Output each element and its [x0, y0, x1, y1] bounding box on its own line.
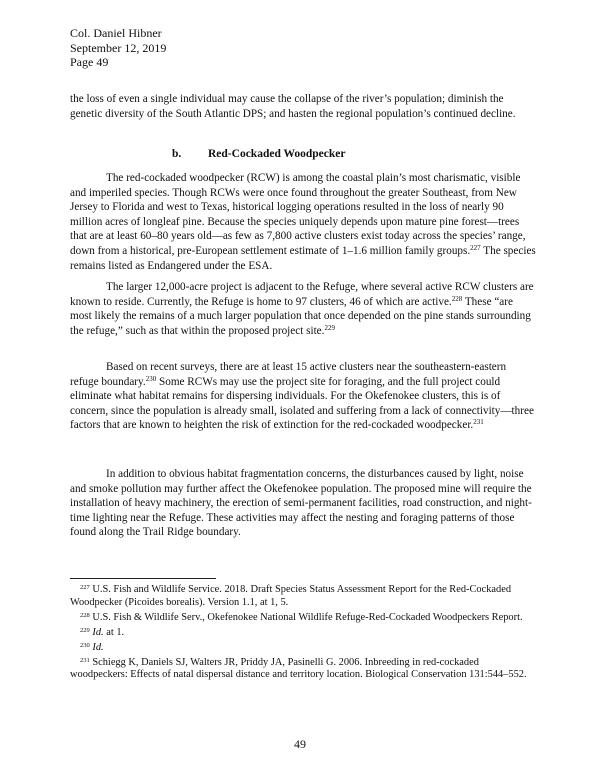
paragraph-text: The species remains listed as Endangered under the ESA. — [70, 244, 536, 272]
header-recipient: Col. Daniel Hibner — [70, 26, 162, 40]
header-page: Page 49 — [70, 55, 109, 69]
section-heading — [172, 148, 345, 160]
paragraph-text: These “are most likely the remains of a much larger population that once depended on the pine stands surrounding the refuge,” such as that within the proposed project site. — [70, 295, 531, 337]
footnotes — [70, 584, 536, 684]
footnote-number: 228 — [80, 611, 90, 619]
paragraph-surveys — [70, 360, 536, 433]
paragraph-text: The larger 12,000-acre project is adjacent to the Refuge, where several active RCW clusters are known to reside. Currently, the Refuge is home to 97 clusters, 46 of which are active. — [70, 281, 534, 308]
continued-paragraph — [70, 92, 536, 121]
footnote-227 — [70, 584, 536, 610]
section-letter: b. — [172, 148, 182, 160]
footnote-text: Schiegg K, Daniels SJ, Walters JR, Priddy JA, Pasinelli G. 2006. Inbreeding in red-cockaded woodpeckers: Effects of natal dispersal distance and territory location. Biological Conservation 131:544–552. — [70, 656, 527, 681]
footnote-text: U.S. Fish and Wildlife Service. 2018. Draft Species Status Assessment Report for the Red-Cockaded Woodpecker (Picoides borealis). Version 1.1, at 1, 5. — [70, 584, 512, 608]
section-title: Red-Cockaded Woodpecker — [208, 148, 346, 160]
footnote-ref: 231 — [473, 418, 484, 427]
paragraph-text: Based on recent surveys, there are at least 15 active clusters near the southeastern-eastern refuge boundary. — [70, 361, 507, 388]
footnote-230 — [70, 642, 536, 655]
footnote-text: Id. — [92, 641, 104, 653]
footnote-text: Id. at 1. — [92, 626, 125, 638]
paragraph-disturbances — [70, 467, 536, 540]
footnote-228 — [70, 612, 536, 625]
footnote-number: 227 — [80, 584, 90, 591]
footnote-number: 231 — [80, 656, 90, 664]
paragraph-rcw-intro — [70, 171, 536, 273]
footnote-number: 229 — [80, 626, 90, 634]
paragraph-text: The red-cockaded woodpecker (RCW) is among the coastal plain’s most charismatic, visible and imperiled species. Though RCWs were once found throughout the greater Southeast, from New Jersey to Florida and west to Texas, historical logging operations resulted in the loss of nearly 90 million acres of longleaf pine. Because the species uniquely depends upon mature pine forest—trees that are at least 60–80 years old—as few as 7,800 active clusters exist today across the species’ range, down from a historical, pre-European settlement estimate of 1–1.6 million family groups. — [70, 172, 526, 257]
continued-text: the loss of even a single individual may cause the collapse of the river’s population; diminish the genetic diversity of the South Atlantic DPS; and hasten the regional population’s continued decline. — [70, 93, 516, 120]
footnote-divider — [70, 578, 216, 579]
footnote-ref: 227 — [470, 243, 481, 252]
footnote-text: U.S. Fish & Wildlife Serv., Okefenokee National Wildlife Refuge-Red-Cockaded Woodpeckers Report. — [89, 611, 523, 623]
footnote-ref: 228 — [451, 294, 463, 303]
header-date: September 12, 2019 — [70, 40, 167, 55]
footnote-ref: 230 — [145, 374, 157, 383]
footnote-229 — [70, 627, 536, 640]
page-number: 49 — [294, 737, 306, 751]
footnote-ref: 229 — [324, 323, 335, 332]
footnote-231 — [70, 657, 536, 683]
paragraph-text: In addition to obvious habitat fragmentation concerns, the disturbances caused by light, noise and smoke pollution may further affect the Okefenokee population. The proposed mine will require the installation of heavy machinery, the erection of semi-permanent facilities, road construction, and night-time lighting near the Refuge. These activities may affect the nesting and foraging patterns of those found along the Trail Ridge boundary. — [70, 468, 532, 539]
paragraph-project-area — [70, 280, 536, 338]
letter-header — [70, 26, 166, 70]
paragraph-text: Some RCWs may use the project site for foraging, and the full project could eliminate what habitat remains for dispersing individuals. For the Okefenokee clusters, this is of concern, since the population is already small, isolated and suffering from a lack of connectivity—three factors that are known to heighten the risk of extinction for the red-cockaded woodpecker. — [70, 375, 534, 432]
footnote-number: 230 — [80, 641, 90, 649]
